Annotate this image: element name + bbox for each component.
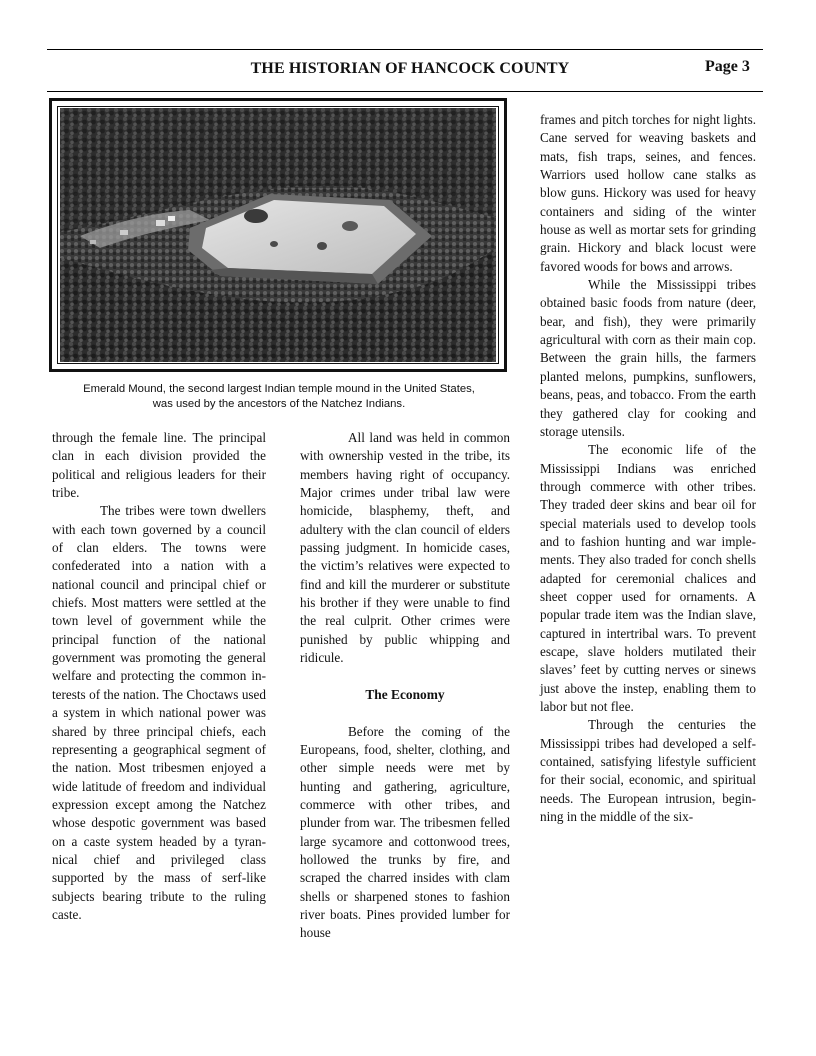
paragraph: frames and pitch torches for night lights. Cane served for weaving baskets and mats, fish traps, seines, and fences. Warriors used hollow cane stalks as blow guns. Hickory was used for heavy containers and siding of the winter house as well as mortar sets for grinding grain. Hickory and black locust were favored woods for bows and arrows.	[540, 112, 756, 274]
text-column-1	[52, 429, 266, 924]
paragraph: through the female line. The principal clan in each division provided the political and religious leaders for their tribe.	[52, 430, 266, 501]
paragraph: The economic life of the Mississippi Indians was enriched through commerce with other tribes. They traded deer skins and bear oil for special materials used to develop tools and to fashion hunting and war implements. They also traded for conch shells adapted for ceremonial chalices and sheet copper used for ornaments. A popular trade item was the Indian slave, captured in intertribal wars. To prevent escape, slave holders mutilated their slaves’ feet by cutting nerves or sinews just above the instep, enabling them to labor but not flee.	[540, 442, 756, 714]
photo-caption-line-2: was used by the ancestors of the Natchez Indians.	[152, 398, 406, 410]
section-heading-economy: The Economy	[365, 686, 445, 702]
paragraph: The tribes were town dwellers with each town governed by a council of clan elders. The towns were confederated into a nation with a national council and principal chief or chiefs. Most matters were settled at the town level of government while the principal function of the national government was promoting the general welfare and protecting the common interests of the nation. The Choctaws used a system in which national power was shared by three principal chiefs, each representing a geographical segment of the nation. Most tribesmen enjoyed a wide latitude of freedom and individual expression except among the Natchez whose despotic government was based on a caste system headed by a tyrannical chief and privileged class supported by the mass of serf-like subjects bearing tribute to the ruling caste.	[52, 503, 266, 922]
photo-caption	[52, 382, 506, 412]
paragraph: Before the coming of the Europeans, food, shelter, clothing, and other simple needs were met by hunting and gathering, agriculture, commerce with other tribes, and plunder from war. The tribesmen felled large sycamore and cottonwood trees, hollowed the trunks by fire, and scraped the charred insides with clam shells or sharpened stones to fashion river boats. Pines provided lumber for house	[300, 723, 510, 941]
header-bottom-rule	[47, 91, 763, 92]
paragraph: Through the centuries the Mississippi tribes had developed a self-contained, satisfying lifestyle sufficient for their social, economic, and spiritual needs. The European intrusion, beginning in the middle of the six-	[540, 717, 756, 825]
heading-spacer	[300, 704, 510, 722]
text-column-2	[300, 429, 510, 943]
header-top-rule	[47, 49, 763, 50]
paragraph: All land was held in common with ownership vested in the tribe, its members having right of occupancy. Major crimes under tribal law were homicide, blasphemy, theft, and adultery with the clan council of elders passing judgment. In homicide cases, the victim’s relatives were expected to find and kill the murderer or substitute his brother if they were unable to find the real culprit. Other crimes were punished by public whipping and ridicule.	[300, 430, 510, 666]
page-number: Page 3	[705, 58, 750, 75]
paragraph: While the Mississippi tribes obtained basic foods from nature (deer, bear, and fish), they were primarily agricultural with corn as their main cop. Between the grain hills, the farmers planted melons, pumpkins, sunflowers, beans, peas, and tobacco. From the earth they gathered clay for cooking and storage utensils.	[540, 277, 756, 439]
text-column-3	[540, 111, 756, 826]
photo-caption-line-1: Emerald Mound, the second largest Indian temple mound in the United States,	[83, 383, 475, 395]
heading-spacer	[300, 667, 510, 685]
newsletter-title: THE HISTORIAN OF HANCOCK COUNTY	[250, 60, 570, 77]
aerial-photo-emerald-mound-icon	[60, 108, 496, 362]
